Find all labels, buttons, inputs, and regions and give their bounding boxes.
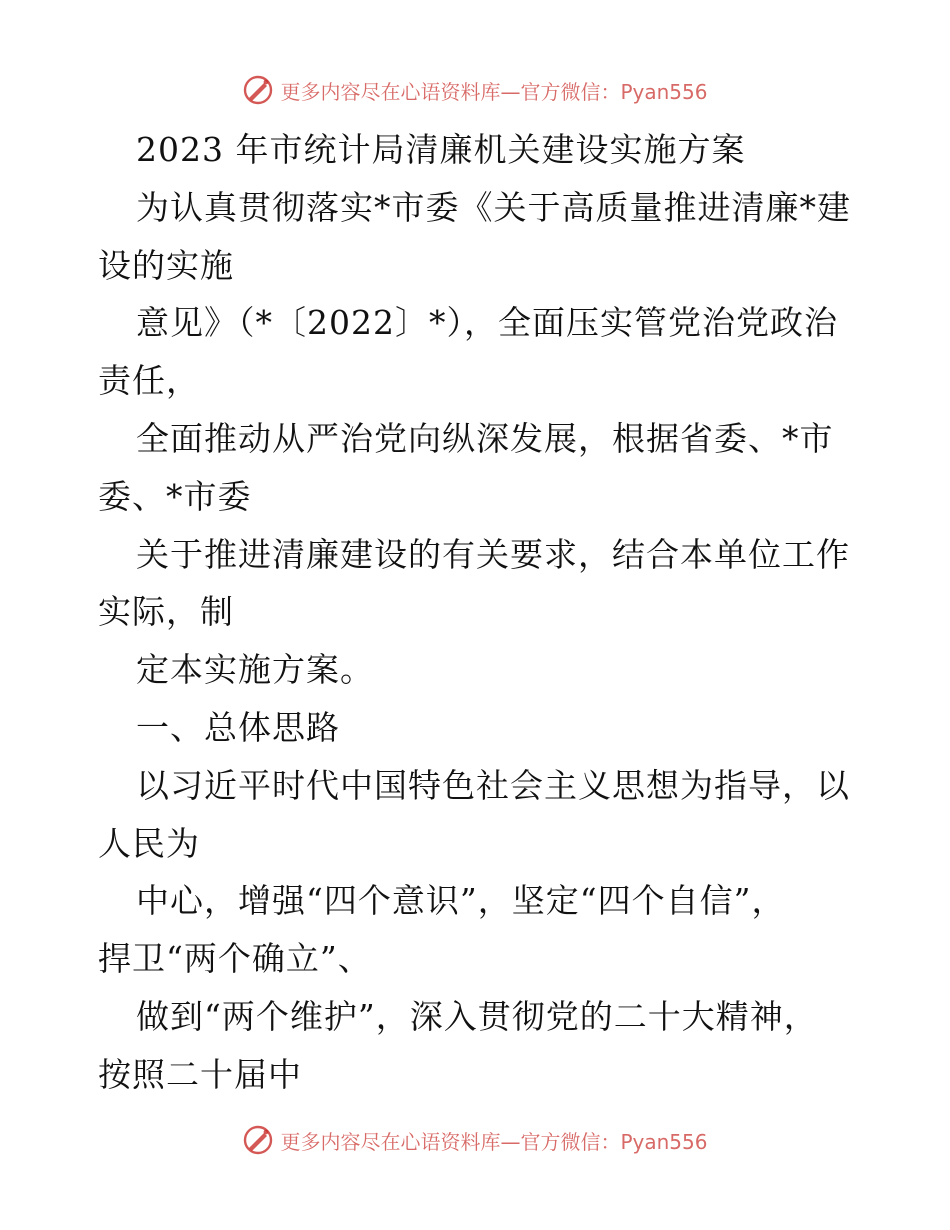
text-line: 做到“两个维护”，深入贯彻党的二十大精神，: [136, 996, 818, 1036]
text-line: 实际，制: [98, 592, 234, 632]
text-line: 2023 年市统计局清廉机关建设实施方案: [136, 130, 746, 169]
text-line: 中心，增强“四个意识”，坚定“四个自信”，: [136, 881, 786, 921]
watermark-text: 更多内容尽在心语资料库—官方微信：Pyan556: [280, 79, 708, 104]
text-line: 按照二十届中: [98, 1054, 302, 1094]
text-line: 以习近平时代中国特色社会主义思想为指导，以: [136, 765, 850, 805]
text-line: 设的实施: [98, 245, 234, 285]
text-line: 责任，: [98, 361, 200, 401]
text-line: 一、总体思路: [136, 707, 340, 747]
watermark-text: 更多内容尽在心语资料库—官方微信：Pyan556: [280, 1129, 708, 1154]
text-line: 定本实施方案。: [136, 650, 374, 690]
text-line: 委、*市委: [98, 476, 252, 516]
pen-seal-logo-icon: [242, 1124, 274, 1156]
watermark-banner-bottom: [0, 1120, 950, 1160]
document-body: [98, 121, 858, 1104]
watermark-banner-top: [0, 70, 950, 110]
pen-seal-logo-icon: [242, 74, 274, 106]
text-line: 意见》（*〔2022〕*），全面压实管党治党政治: [136, 303, 838, 343]
text-line: 捍卫“两个确立”、: [98, 939, 372, 979]
text-line: 关于推进清廉建设的有关要求，结合本单位工作: [136, 534, 850, 574]
text-line: 全面推动从严治党向纵深发展，根据省委、*市: [136, 418, 834, 458]
text-line: 人民为: [98, 823, 200, 863]
text-line: 为认真贯彻落实*市委《关于高质量推进清廉*建: [136, 187, 851, 227]
